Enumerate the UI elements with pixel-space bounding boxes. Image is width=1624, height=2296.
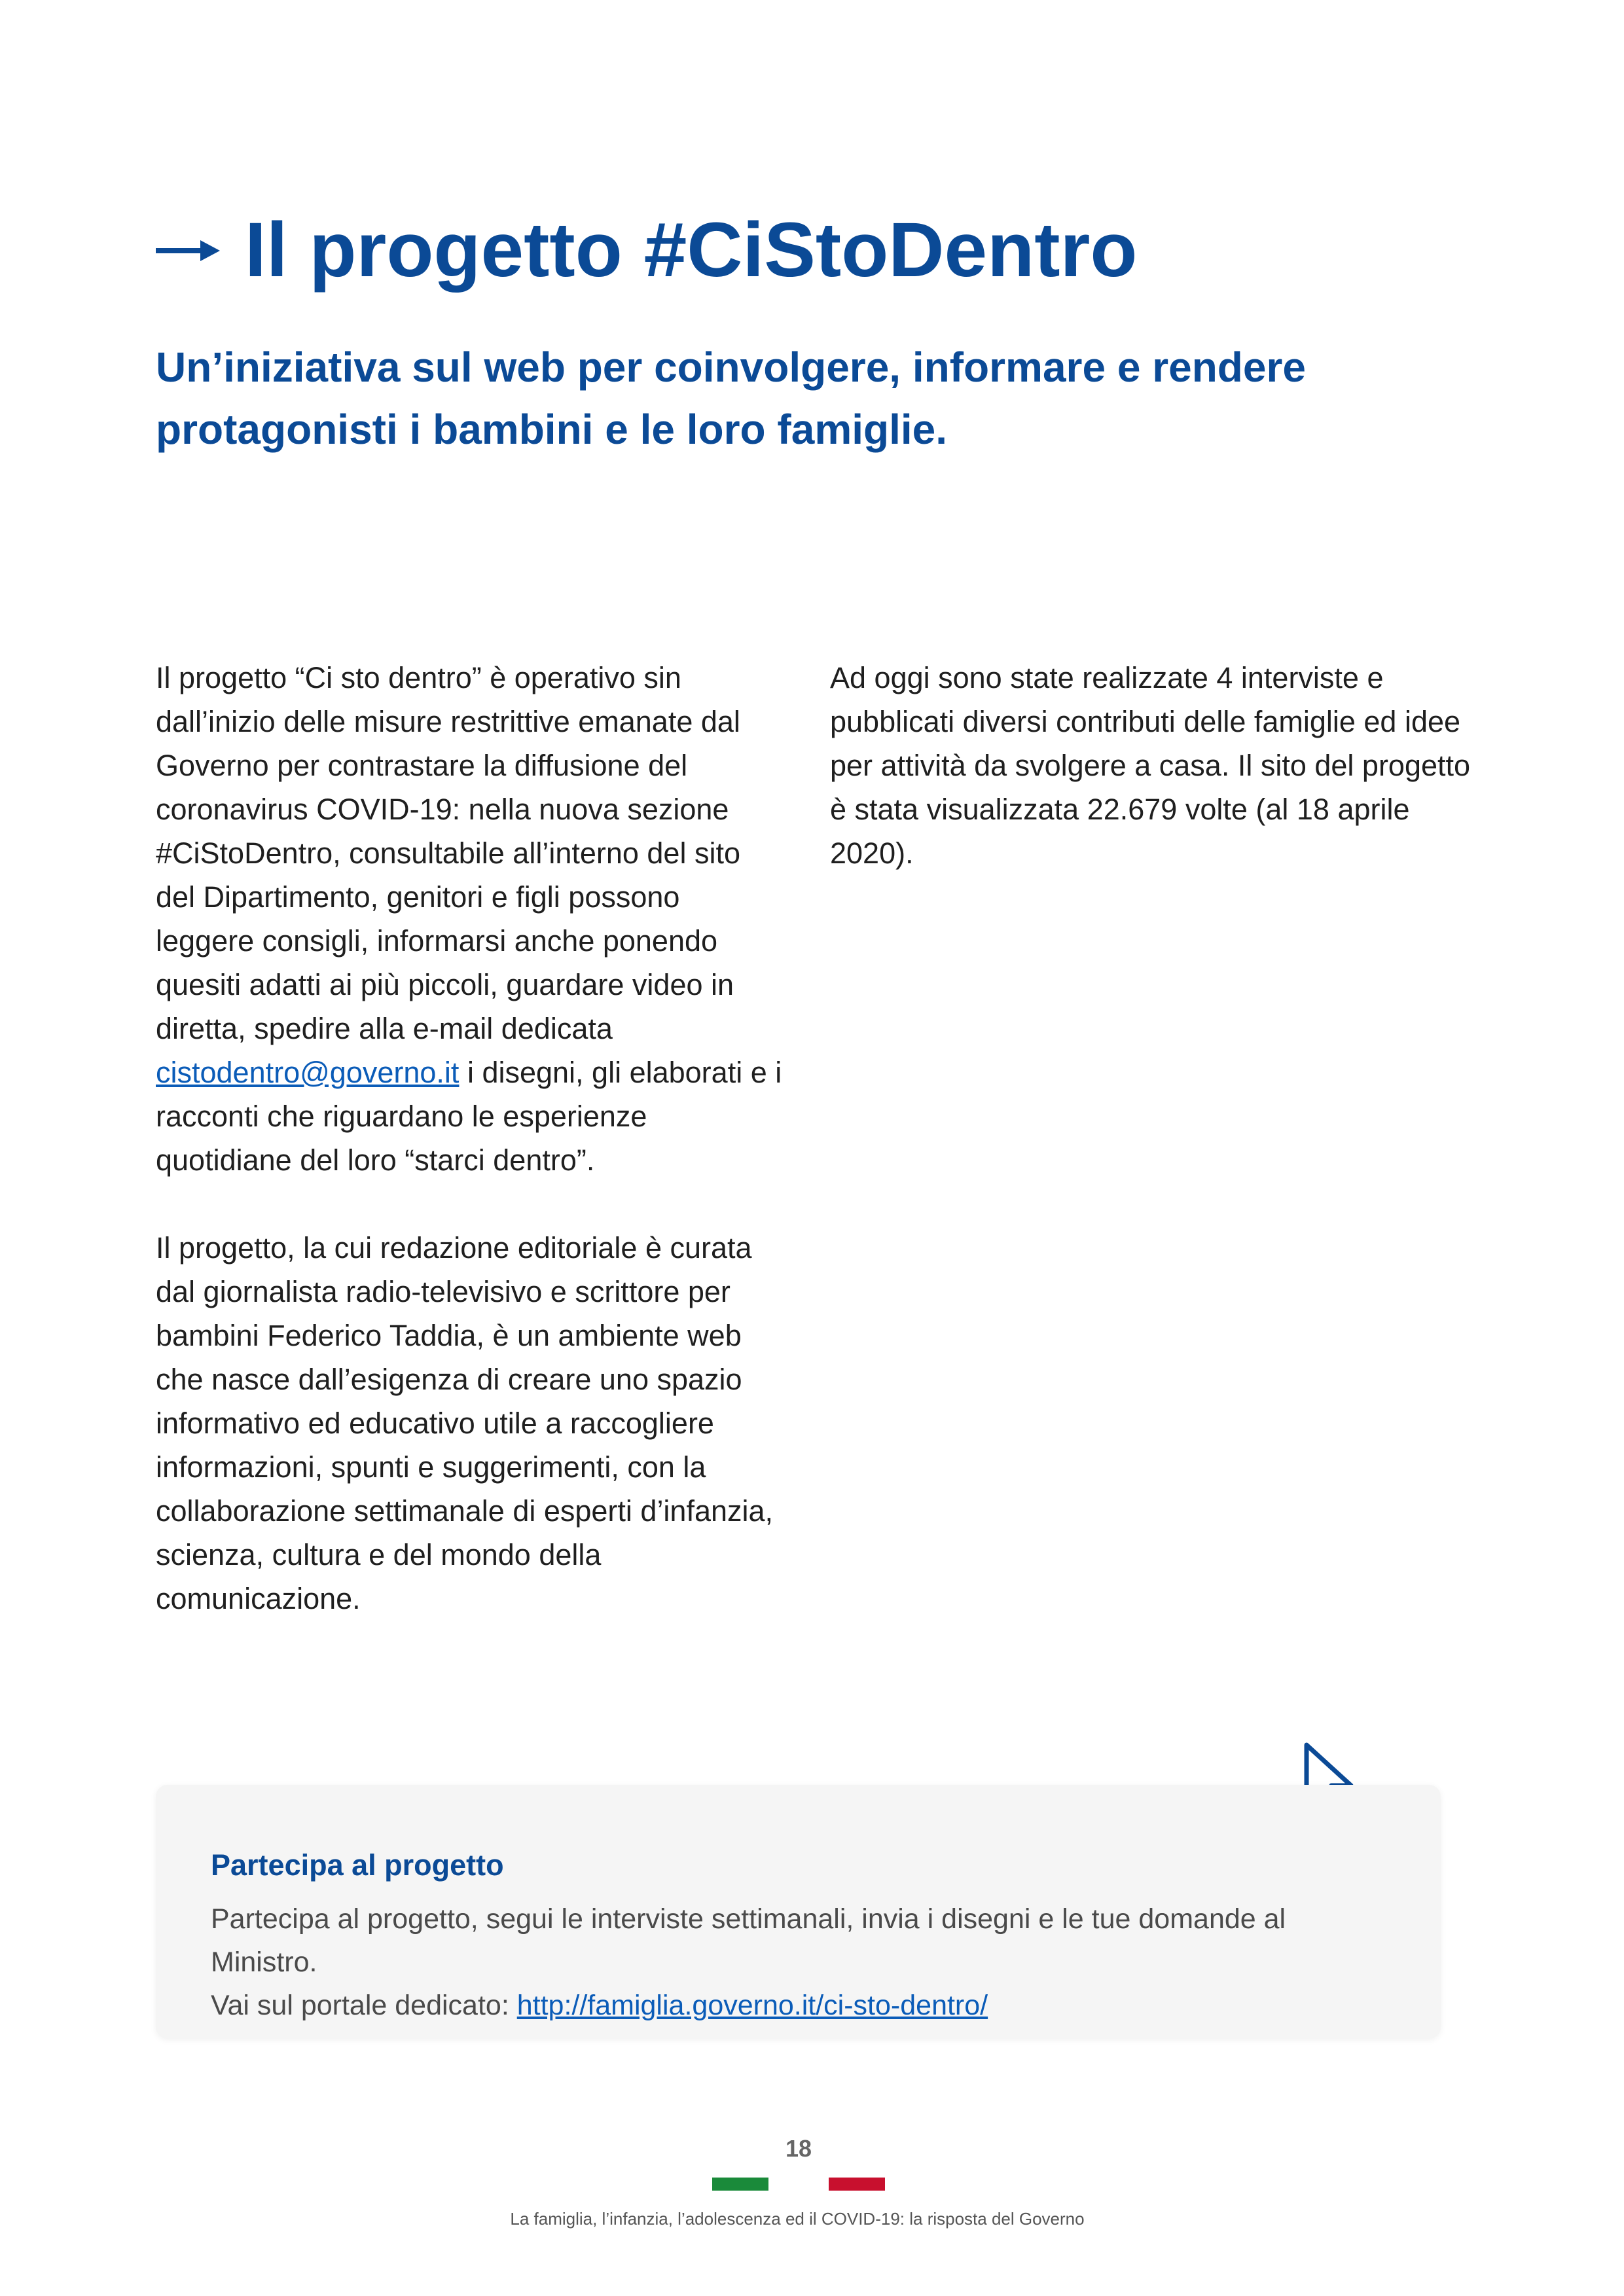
- page-number: 18: [785, 2135, 812, 2162]
- footer-text: La famiglia, l’infanzia, l’adolescenza ed il COVID-19: la risposta del Governo: [510, 2209, 1085, 2229]
- arrow-right-icon: [156, 238, 220, 264]
- callout-box: [156, 1785, 1441, 2039]
- paragraph-1-text: Il progetto “Ci sto dentro” è operativo sin dall’inizio delle misure restrittive emanate dal Governo per contrastare la diffusione del coronavirus COVID-19: nella nuova sezione #CiStoDentro, consultabile all’interno del sito del Dipartimento, genitori e figli possono leggere consigli, informarsi anche ponendo quesiti adatti ai più piccoli, guardare video in diretta, spedire alla e-mail dedicata: [156, 661, 740, 1045]
- callout-line-1: Partecipa al progetto, segui le interviste settimanali, invia i disegni e le tue domande al Ministro.: [211, 1903, 1286, 1978]
- paragraph-1-text-end: i disegni, gli elaborati e i racconti che riguardano le esperienze quotidiane del loro “starci dentro”.: [156, 1056, 782, 1177]
- callout-line-2-prefix: Vai sul portale dedicato:: [211, 1990, 517, 2021]
- page-title: [156, 208, 1138, 293]
- left-column: [156, 656, 784, 1664]
- right-column: [830, 656, 1485, 919]
- callout-heading: Partecipa al progetto: [211, 1848, 504, 1882]
- paragraph-1: [156, 656, 784, 1182]
- flag-red-bar: [829, 2178, 885, 2191]
- flag-green-bar: [712, 2178, 768, 2191]
- portal-link[interactable]: http://famiglia.governo.it/ci-sto-dentro/: [516, 1990, 988, 2021]
- page-title-text: Il progetto #CiStoDentro: [245, 207, 1138, 293]
- email-link[interactable]: cistodentro@governo.it: [156, 1056, 460, 1089]
- paragraph-3: Ad oggi sono state realizzate 4 interviste e pubblicati diversi contributi delle famiglie ed idee per attività da svolgere a casa. Il sito del progetto è stata visualizzata 22.679 volte (al 18 aprile 2020).: [830, 661, 1471, 870]
- page-subtitle: Un’iniziativa sul web per coinvolgere, informare e rendere protagonisti i bambini e le loro famiglie.: [156, 344, 1306, 453]
- callout-line-2: [211, 1984, 1386, 2027]
- paragraph-2: Il progetto, la cui redazione editoriale è curata dal giornalista radio-televisivo e scrittore per bambini Federico Taddia, è un ambiente web che nasce dall’esigenza di creare uno spazio informativo ed educativo utile a raccogliere informazioni, spunti e suggerimenti, con la collaborazione settimanale di esperti d’infanzia, scienza, cultura e del mondo della comunicazione.: [156, 1231, 774, 1615]
- callout-body: [211, 1897, 1386, 2027]
